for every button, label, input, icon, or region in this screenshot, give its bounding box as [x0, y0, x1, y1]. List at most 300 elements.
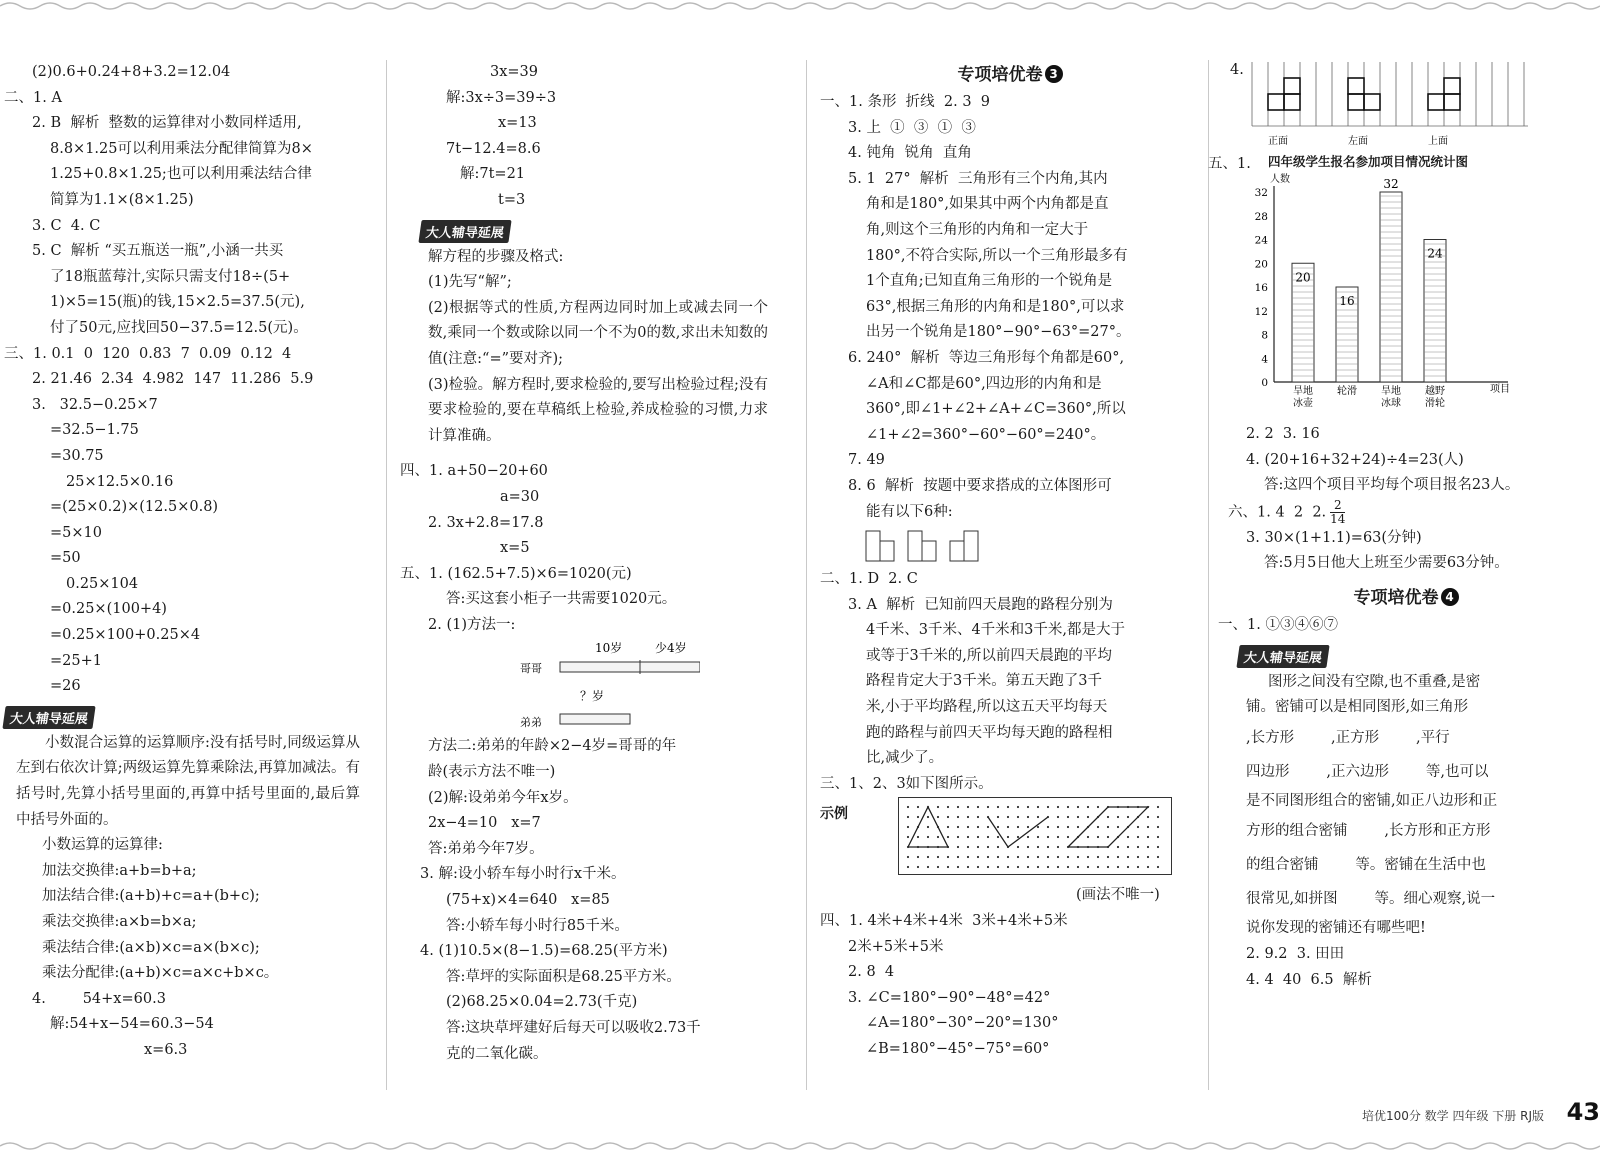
grid-dot — [1077, 816, 1079, 818]
grid-dot — [947, 866, 949, 868]
dot-grid-drawing — [898, 797, 1172, 875]
answer-line: 2. 8 4 — [848, 964, 895, 981]
answer-line: 答:这块草坪建好后每天可以吸收2.73千 — [446, 1020, 701, 1036]
diagram-label-younger: 弟弟 — [520, 716, 542, 730]
grid-dot — [1077, 806, 1079, 808]
grid-dot — [907, 836, 909, 838]
grid-dot — [927, 866, 929, 868]
tutor-tip-line: 图形之间没有空隙,也不重叠,是密 — [1268, 673, 1481, 690]
answer-line: 3. C 4. C — [32, 217, 101, 234]
grid-dot — [1147, 826, 1149, 828]
grid-dot — [1017, 856, 1019, 858]
diagram-label-question: ？岁 — [580, 689, 605, 704]
view-label: 正面 — [1268, 136, 1288, 147]
grid-dot — [1027, 866, 1029, 868]
grid-dot — [1027, 846, 1029, 848]
x-tick-label: 轮滑 — [1337, 386, 1357, 397]
tutor-tip-tag: 大人辅导延展 — [418, 220, 511, 243]
grid-dot — [937, 816, 939, 818]
answer-column-3 — [820, 60, 1200, 1063]
tutor-tip-text: 小数混合运算的运算顺序:没有括号时,同级运算从左到右依次计算;两级运算先算乘除法,再算加减法。有括号时,先算小括号里面的,再算中括号里面的,最后算中括号外面的。 — [16, 734, 360, 828]
grid-dot — [1127, 846, 1129, 848]
three-views-grid — [1248, 60, 1548, 150]
answer-line: (2)0.6+0.24+8+3.2=12.04 — [32, 64, 231, 80]
grid-dot — [957, 846, 959, 848]
grid-dot — [997, 816, 999, 818]
tutor-tip-line: 小数运算的运算律: — [42, 837, 163, 854]
answer-line: ∠B=180°−45°−75°=60° — [866, 1041, 1050, 1057]
answer-line: x=5 — [500, 540, 530, 557]
grid-dot — [1147, 846, 1149, 848]
grid-dot — [977, 826, 979, 828]
page-number: 43 — [1566, 1098, 1600, 1126]
grid-dot — [937, 856, 939, 858]
x-tick-label: 旱地 — [1381, 386, 1401, 397]
answer-line: 8.8×1.25可以利用乘法分配律简算为8× — [50, 140, 313, 157]
grid-dot — [1137, 856, 1139, 858]
grid-dot — [907, 866, 909, 868]
answer-line: 简算为1.1×(8×1.25) — [50, 191, 194, 208]
q5-label: 五、1. — [1208, 156, 1251, 172]
answer-line: 0.25×104 — [66, 575, 139, 592]
grid-dot — [1127, 856, 1129, 858]
answer-line: 方法二:弟弟的年龄×2−4岁=哥哥的年 — [428, 738, 677, 755]
answer-line: =30.75 — [50, 447, 104, 464]
grid-dot — [1017, 806, 1019, 808]
answer-line: t=3 — [498, 191, 526, 208]
answer-line: 2. 9.2 3. 田田 — [1246, 946, 1345, 963]
section-number-badge: 4 — [1441, 588, 1459, 606]
answer-line: 跑的路程与前四天平均每天跑的路程相 — [866, 724, 1113, 741]
grid-dot — [1057, 866, 1059, 868]
grid-dot — [1137, 836, 1139, 838]
answer-line: 2. (1)方法一: — [428, 616, 516, 633]
answer-line: =0.25×(100+4) — [50, 601, 167, 618]
tutor-tip-line: (2)根据等式的性质,方程两边同时加上或减去同一个数,乘同一个数或除以同一个不为0的数,求出未知数的值(注意:“=”要对齐); — [428, 299, 768, 367]
grid-dot — [977, 866, 979, 868]
grid-dot — [977, 806, 979, 808]
answer-line: 答:买这套小柜子一共需要1020元。 — [446, 591, 677, 608]
grid-dot — [957, 826, 959, 828]
view-label: 上面 — [1428, 136, 1448, 147]
answer-line: =5×10 — [50, 524, 102, 541]
grid-dot — [1137, 826, 1139, 828]
answer-line: 3. A 解析 已知前四天晨跑的路程分别为 — [848, 596, 1113, 613]
grid-dot — [1087, 816, 1089, 818]
grid-dot — [1127, 836, 1129, 838]
grid-dot — [1047, 806, 1049, 808]
grid-dot — [1057, 836, 1059, 838]
answer-line: 2x−4=10 x=7 — [428, 815, 541, 832]
diagram-label-brother: 哥哥 — [520, 662, 542, 676]
bottom-wave-border — [0, 1140, 1600, 1152]
grid-dot — [997, 826, 999, 828]
grid-dot — [967, 836, 969, 838]
grid-dot — [1007, 836, 1009, 838]
grid-dot — [1077, 866, 1079, 868]
answer-line: 4. 钝角 锐角 直角 — [848, 145, 972, 162]
tutor-tip-line: 四边形 ,正六边形 等,也可以 — [1246, 763, 1489, 780]
cube-solids-figure — [820, 525, 1160, 567]
answer-line: 3. 上 ① ③ ① ③ — [848, 119, 976, 136]
answer-line: 2. 3x+2.8=17.8 — [428, 514, 544, 531]
answer-line: ∠A=180°−30°−20°=130° — [866, 1015, 1059, 1032]
grid-dot — [1037, 806, 1039, 808]
answer-line: 63°,根据三角形的内角和是180°,可以求 — [866, 298, 1125, 315]
bar — [1424, 240, 1446, 383]
grid-dot — [947, 816, 949, 818]
answer-line: 4. 54+x=60.3 — [32, 990, 166, 1007]
grid-dot — [1047, 836, 1049, 838]
grid-dot — [1147, 816, 1149, 818]
grid-dot — [957, 806, 959, 808]
section-heading-text: 专项培优卷 — [1353, 588, 1439, 609]
grid-dot — [1157, 846, 1159, 848]
grid-dot — [1007, 806, 1009, 808]
grid-dot — [1047, 856, 1049, 858]
answer-line: 能有以下6种: — [866, 503, 953, 520]
column-divider — [806, 60, 807, 1090]
answer-line: 克的二氧化碳。 — [446, 1045, 548, 1062]
grid-dot — [1057, 846, 1059, 848]
grid-dot — [1147, 866, 1149, 868]
bar — [1380, 192, 1402, 382]
grid-dot — [1067, 836, 1069, 838]
answer-line: 2. 2 3. 16 — [1246, 426, 1320, 442]
tutor-tip-line: 说你发现的密铺还有哪些吧! — [1246, 920, 1426, 937]
grid-dot — [917, 856, 919, 858]
grid-dot — [987, 856, 989, 858]
answer-line: 3. ∠C=180°−90°−48°=42° — [848, 989, 1051, 1006]
grid-dot — [1037, 866, 1039, 868]
answer-line: 1.25+0.8×1.25;也可以利用乘法结合律 — [50, 166, 312, 183]
grid-dot — [1107, 856, 1109, 858]
answer-column-4 — [1208, 60, 1594, 993]
answer-line: 180°,不符合实际,所以一个三角形最多有 — [866, 247, 1128, 264]
grid-dot — [1107, 836, 1109, 838]
y-tick-label: 20 — [1254, 258, 1268, 271]
grid-dot — [967, 866, 969, 868]
data-label: 32 — [1383, 177, 1399, 191]
grid-dot — [1117, 816, 1119, 818]
grid-dot — [947, 856, 949, 858]
answer-line: =32.5−1.75 — [50, 422, 139, 439]
section-heading-text: 专项培优卷 — [957, 65, 1043, 85]
top-wave-border — [0, 0, 1600, 12]
answer-line: 5. C 解析 “买五瓶送一瓶”,小涵一共买 — [32, 243, 284, 260]
grid-dot — [1057, 816, 1059, 818]
fraction — [1330, 499, 1345, 526]
grid-dot — [1157, 806, 1159, 808]
grid-dot — [907, 856, 909, 858]
grid-dot — [917, 806, 919, 808]
grid-dot — [977, 816, 979, 818]
grid-dot — [1087, 836, 1089, 838]
answer-line: 3. 解:设小轿车每小时行x千米。 — [420, 866, 626, 883]
column-divider — [386, 60, 387, 1090]
answer-column-2 — [400, 60, 768, 1067]
grid-dot — [1037, 836, 1039, 838]
grid-dot — [987, 826, 989, 828]
grid-dot — [1017, 816, 1019, 818]
grid-dot — [907, 816, 909, 818]
grid-dot — [1117, 826, 1119, 828]
answer-line: 7. 49 — [848, 452, 885, 469]
answer-line: 一、1. ①③④⑥⑦ — [1218, 617, 1338, 634]
grid-dot — [1047, 866, 1049, 868]
grid-dot — [1087, 806, 1089, 808]
grid-dot — [957, 816, 959, 818]
section-heading-4 — [1218, 583, 1594, 613]
tutor-tip-line: 乘法结合律:(a×b)×c=a×(b×c); — [42, 939, 260, 956]
column-divider — [1208, 60, 1209, 1090]
answer-line: =(25×0.2)×(12.5×0.8) — [50, 499, 219, 516]
grid-dot — [1157, 816, 1159, 818]
grid-dot — [937, 866, 939, 868]
y-tick-label: 24 — [1254, 234, 1268, 247]
y-tick-label: 28 — [1254, 210, 1268, 223]
answer-line: 答:这四个项目平均每个项目报名23人。 — [1264, 477, 1520, 494]
grid-dot — [1107, 816, 1109, 818]
x-axis-label: 项目 — [1490, 384, 1510, 395]
grid-dot — [1117, 846, 1119, 848]
answer-line: 或等于3千米的,所以前四天晨跑的平均 — [866, 647, 1112, 664]
grid-dot — [917, 866, 919, 868]
grid-dot — [997, 806, 999, 808]
answer-line: =26 — [50, 678, 81, 695]
grid-dot — [1097, 826, 1099, 828]
grid-dot — [1017, 846, 1019, 848]
grid-dot — [1077, 826, 1079, 828]
grid-dot — [1157, 856, 1159, 858]
grid-dot — [917, 816, 919, 818]
grid-dot — [1087, 866, 1089, 868]
grid-dot — [1037, 816, 1039, 818]
view-label: 左面 — [1348, 136, 1368, 147]
grid-dot — [1027, 826, 1029, 828]
diagram-label-10: 10岁 — [595, 641, 623, 656]
grid-dot — [967, 826, 969, 828]
answer-line: 4. (1)10.5×(8−1.5)=68.25(平方米) — [420, 943, 668, 960]
answer-line: 一、1. 条形 折线 2. 3 9 — [820, 94, 990, 110]
answer-line: 龄(表示方法不唯一) — [428, 764, 556, 781]
answer-line: 米,小于平均路程,所以这五天平均每天 — [866, 699, 1108, 716]
tutor-tip-line: (1)先写“解”; — [428, 274, 512, 291]
grid-dot — [1027, 836, 1029, 838]
answer-line: 7t−12.4=8.6 — [446, 140, 541, 157]
answer-line: 二、1. D 2. C — [820, 571, 918, 588]
grid-dot — [977, 836, 979, 838]
answer-line: 答:小轿车每小时行85千米。 — [446, 917, 629, 934]
answer-line — [1218, 499, 1594, 526]
grid-dot — [1157, 866, 1159, 868]
grid-dot — [967, 816, 969, 818]
grid-dot — [1097, 836, 1099, 838]
answer-line: 3x=39 — [490, 64, 539, 80]
grid-dot — [987, 846, 989, 848]
grid-dot — [1057, 826, 1059, 828]
answer-line: (2)解:设弟弟今年x岁。 — [428, 789, 578, 806]
answer-line: a=30 — [500, 488, 540, 505]
grid-dot — [1057, 806, 1059, 808]
fraction-denominator: 14 — [1330, 511, 1346, 526]
tutor-tip-tag: 大人辅导延展 — [1236, 645, 1329, 668]
grid-dot — [977, 846, 979, 848]
tutor-tip-line: 乘法交换律:a×b=b×a; — [42, 914, 197, 930]
tutor-tip-line: 解方程的步骤及格式: — [428, 248, 564, 265]
drawing-note: (画法不唯一) — [1076, 887, 1160, 904]
answer-line: 1个直角;已知直角三角形的一个锐角是 — [866, 273, 1113, 290]
grid-dot — [1147, 836, 1149, 838]
grid-dot — [957, 836, 959, 838]
grid-dot — [1157, 836, 1159, 838]
answer-line: 3. 30×(1+1.1)=63(分钟) — [1246, 529, 1422, 546]
tutor-tip-line: 加法交换律:a+b=b+a; — [42, 862, 197, 879]
grid-dot — [1087, 856, 1089, 858]
grid-dot — [1037, 846, 1039, 848]
diagram-label-short: 少4岁 — [655, 641, 687, 656]
x-tick-label: 滑轮 — [1425, 398, 1445, 409]
grid-dot — [967, 846, 969, 848]
grid-dot — [1117, 866, 1119, 868]
grid-dot — [1097, 866, 1099, 868]
answer-line: 出另一个锐角是180°−90°−63°=27°。 — [866, 324, 1131, 341]
tutor-tip-line: ,长方形 ,正方形 ,平行 — [1246, 729, 1450, 746]
answer-line: 4千米、3千米、4千米和3千米,都是大于 — [866, 622, 1126, 639]
q4-label: 4. — [1230, 62, 1244, 78]
grid-dot — [927, 826, 929, 828]
tutor-tip-line: 加法结合律:(a+b)+c=a+(b+c); — [42, 888, 260, 905]
answer-line: 6. 240° 解析 等边三角形每个角都是60°, — [848, 349, 1125, 366]
grid-dot — [1097, 856, 1099, 858]
answer-line: =50 — [50, 550, 81, 567]
answer-line: 四、1. 4米+4米+4米 3米+4米+5米 — [820, 913, 1068, 930]
grid-dot — [1067, 866, 1069, 868]
y-tick-label: 16 — [1254, 282, 1268, 294]
y-tick-label: 4 — [1261, 353, 1268, 366]
answer-line: 三、1、2、3如下图所示。 — [820, 775, 993, 792]
grid-dot — [1067, 826, 1069, 828]
section-number-badge: 3 — [1045, 65, 1063, 83]
answer-line: 答:5月5日他大上班至少需要63分钟。 — [1264, 555, 1509, 572]
grid-dot — [907, 826, 909, 828]
grid-dot — [1147, 856, 1149, 858]
grid-dot — [1037, 856, 1039, 858]
answer-line: x=13 — [498, 115, 537, 132]
answer-line: 四、1. a+50−20+60 — [400, 463, 548, 480]
grid-dot — [1097, 806, 1099, 808]
bar-chart — [1238, 170, 1518, 420]
grid-dot — [927, 836, 929, 838]
answer-line: 1)×5=15(瓶)的钱,15×2.5=37.5(元), — [50, 294, 305, 311]
tutor-tip-line: 乘法分配律:(a+b)×c=a×c+b×c。 — [42, 965, 279, 982]
grid-dot — [1127, 816, 1129, 818]
grid-dot — [967, 856, 969, 858]
answer-line: 付了50元,应找回50−37.5=12.5(元)。 — [50, 319, 308, 336]
grid-dot — [1107, 866, 1109, 868]
grid-dot — [1037, 826, 1039, 828]
tutor-tip-line: 的组合密铺 等。密铺在生活中也 — [1246, 857, 1486, 874]
answer-line: 二、1. A — [4, 89, 62, 106]
age-segment-diagram — [400, 638, 700, 734]
tutor-tip-tag: 大人辅导延展 — [2, 706, 95, 729]
answer-line: 比,减少了。 — [866, 750, 944, 767]
y-tick-label: 0 — [1261, 377, 1268, 389]
y-axis-label: 人数 — [1270, 174, 1290, 185]
answer-line: 解:3x÷3=39÷3 — [446, 89, 557, 106]
answer-line: 五、1. (162.5+7.5)×6=1020(元) — [400, 565, 632, 582]
grid-dot — [907, 806, 909, 808]
answer-line: =25+1 — [50, 652, 102, 669]
grid-dot — [947, 806, 949, 808]
grid-dot — [987, 866, 989, 868]
example-label: 示例 — [820, 806, 848, 823]
grid-dot — [967, 806, 969, 808]
grid-dot — [927, 856, 929, 858]
answer-line: 25×12.5×0.16 — [66, 473, 174, 490]
tutor-tip-line: 铺。密铺可以是相同图形,如三角形 — [1246, 699, 1469, 716]
answer-line: 解:54+x−54=60.3−54 — [50, 1016, 214, 1033]
grid-dot — [1107, 826, 1109, 828]
answer-column-1 — [4, 60, 360, 1064]
grid-dot — [947, 836, 949, 838]
grid-dot — [957, 866, 959, 868]
grid-dot — [957, 856, 959, 858]
answer-line: 4. (20+16+32+24)÷4=23(人) — [1246, 451, 1464, 468]
answer-line: 360°,即∠1+∠2+∠A+∠C=360°,所以 — [866, 401, 1126, 418]
answer-line: (75+x)×4=640 x=85 — [446, 892, 610, 909]
answer-line: 角和是180°,如果其中两个内角都是直 — [866, 196, 1109, 213]
answer-line: 3. 32.5−0.25×7 — [32, 396, 158, 413]
grid-dot — [987, 806, 989, 808]
answer-line: 三、1. 0.1 0 120 0.83 7 0.09 0.12 4 — [4, 345, 292, 362]
grid-dot — [1127, 866, 1129, 868]
grid-dot — [1067, 816, 1069, 818]
answer-line: 8. 6 解析 按题中要求搭成的立体图形可 — [848, 477, 1112, 494]
grid-dot — [1077, 856, 1079, 858]
answer-line: (2)68.25×0.04=2.73(千克) — [446, 994, 638, 1011]
grid-dot — [997, 846, 999, 848]
answer-line: =0.25×100+0.25×4 — [50, 627, 201, 644]
grid-dot — [937, 806, 939, 808]
answer-line: 答:弟弟今年7岁。 — [428, 840, 544, 857]
answer-text: 六、1. 4 2 2. — [1228, 504, 1327, 521]
grid-dot — [997, 866, 999, 868]
y-tick-label: 8 — [1261, 329, 1268, 342]
answer-line: 路程肯定大于3千米。第五天跑了3千 — [866, 673, 1102, 690]
grid-dot — [1047, 846, 1049, 848]
grid-dot — [1007, 856, 1009, 858]
grid-dot — [1007, 866, 1009, 868]
data-label: 16 — [1339, 294, 1355, 308]
page-footer: 培优100分 数学 四年级 下册 RJ版 — [1361, 1109, 1544, 1123]
chart-title: 四年级学生报名参加项目情况统计图 — [1268, 154, 1469, 169]
grid-dot — [977, 856, 979, 858]
tutor-tip-line: (3)检验。解方程时,要求检验的,要写出检验过程;没有要求检验的,要在草稿纸上检验,养成检验的习惯,力求计算准确。 — [428, 376, 768, 444]
grid-dot — [1137, 866, 1139, 868]
x-tick-label: 越野 — [1425, 386, 1445, 397]
grid-dot — [1047, 826, 1049, 828]
grid-dot — [1137, 846, 1139, 848]
tutor-tip-line: 很常见,如拼图 等。细心观察,说一 — [1246, 891, 1496, 908]
x-tick-label: 冰壶 — [1293, 398, 1313, 409]
answer-line: 5. 1 27° 解析 三角形有三个内角,其内 — [848, 170, 1108, 187]
grid-dot — [1157, 826, 1159, 828]
grid-dot — [1007, 816, 1009, 818]
y-tick-label: 12 — [1254, 305, 1268, 318]
grid-dot — [917, 836, 919, 838]
grid-dot — [1017, 866, 1019, 868]
